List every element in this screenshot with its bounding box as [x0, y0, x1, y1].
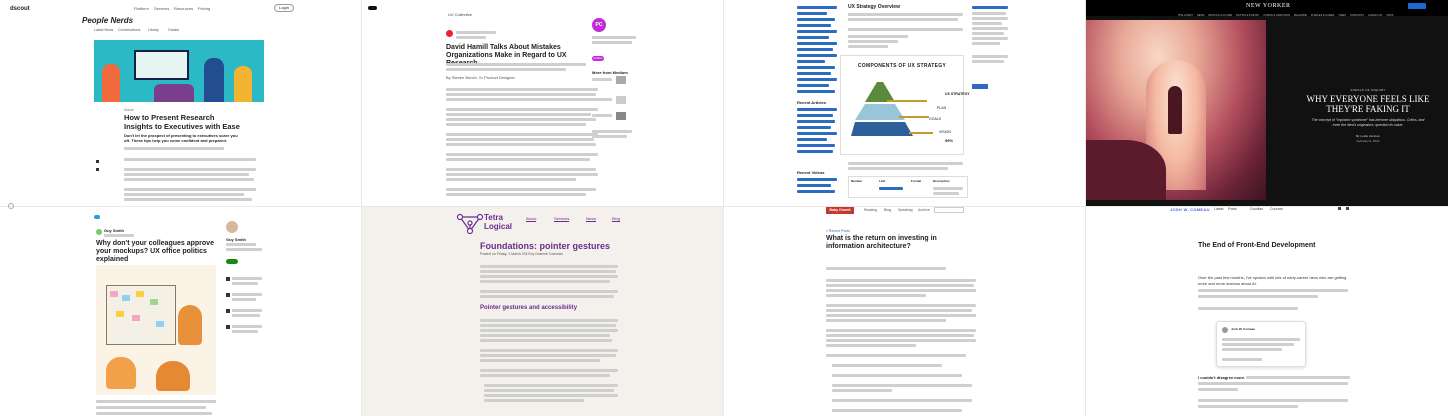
hero-painting — [1086, 20, 1266, 200]
person-shape — [154, 84, 194, 102]
tile-josh-comeau — [1086, 207, 1448, 416]
table-link[interactable] — [879, 187, 903, 190]
login-button[interactable]: Login — [274, 4, 294, 12]
percent-label: 99% — [945, 138, 954, 143]
sticky-note — [136, 291, 144, 297]
section-heading: Recent Articles — [797, 100, 826, 105]
article-title: Why don't your colleagues approve your mockups? UX office politics explained — [96, 240, 214, 263]
dek: The concept of "impostor syndrome" has become ubiquitous. Critics, and even the idea's originators, question its value. — [1311, 118, 1425, 127]
cta-button[interactable] — [972, 84, 988, 89]
pyramid-level-2 — [855, 104, 905, 120]
nav-blog[interactable]: Blog — [612, 216, 621, 221]
sidebar-link[interactable] — [797, 54, 837, 57]
section-nav-item[interactable]: PODCASTS — [1350, 14, 1364, 17]
pyramid-label: VISION — [939, 130, 951, 134]
tile-tetralogical — [362, 207, 723, 416]
sticky-note — [116, 311, 124, 317]
sticky-note — [122, 295, 130, 301]
cats-illustration — [96, 265, 216, 395]
sidebar-link[interactable] — [797, 120, 835, 123]
search-input[interactable] — [934, 207, 964, 213]
tile-new-yorker — [1086, 0, 1448, 206]
diagram-title: COMPONENTS OF UX STRATEGY — [857, 63, 947, 69]
sticky-note — [156, 321, 164, 327]
thumbnail[interactable] — [616, 96, 626, 104]
table-header: Link — [879, 179, 886, 183]
sidebar-link[interactable] — [797, 150, 833, 153]
sidebar-link[interactable] — [797, 108, 837, 111]
site-logo[interactable]: JOSH W. COMEAU — [1170, 207, 1210, 212]
lead-paragraph: Over the past few months, I've spoken with lots of early-career devs who are getting more and more anxious about AI. — [1198, 275, 1347, 286]
dscout-logo[interactable]: dscout — [10, 6, 30, 12]
strategy-diagram — [840, 55, 970, 155]
tile-dscout — [0, 0, 361, 206]
sidebar-link[interactable] — [797, 184, 831, 187]
resource-table — [848, 176, 968, 198]
section-nav-item[interactable]: GOINGS ON — [1367, 14, 1383, 17]
sidebar-link[interactable] — [797, 114, 833, 117]
sidebar-link[interactable] — [797, 190, 835, 193]
share-icon[interactable] — [96, 168, 99, 171]
thumb-icon — [226, 293, 230, 297]
section-nav-item[interactable]: VIDEO — [1338, 14, 1347, 17]
sticky-note — [110, 291, 118, 297]
nav-news[interactable]: News — [586, 216, 597, 221]
nav-services[interactable]: Services — [554, 216, 570, 221]
pyramid-pointer — [899, 116, 929, 118]
thumbnail[interactable] — [616, 76, 626, 84]
avatar — [446, 30, 453, 37]
sidebar-link[interactable] — [797, 42, 837, 45]
sidebar-link[interactable] — [797, 72, 831, 75]
section-heading: Recent Videos — [797, 170, 825, 175]
section-heading: Pointer gestures and accessibility — [480, 305, 578, 311]
strategy-label: UX STRATEGY — [945, 92, 970, 96]
cat-shape — [106, 357, 136, 389]
section-nav-item[interactable]: HUMOR & CARTOONS — [1263, 14, 1290, 17]
sticky-note — [150, 299, 158, 305]
pyramid-chart — [851, 72, 955, 152]
sidebar-link[interactable] — [797, 138, 827, 141]
brand-name[interactable]: Logical — [484, 222, 513, 231]
back-link[interactable]: « Recent Posts — [826, 229, 850, 233]
brand-name[interactable]: Tetra — [484, 213, 503, 222]
nav-item[interactable]: Speaking — [898, 208, 913, 212]
article-title: Foundations: pointer gestures — [480, 241, 611, 251]
author-name[interactable]: Guy Smith — [104, 228, 125, 233]
tile-medium — [362, 0, 723, 206]
section-nav-item[interactable]: THE LATEST — [1178, 14, 1193, 17]
pyramid-pointer — [887, 100, 927, 102]
tile-ux-strategy — [724, 0, 1085, 206]
article-title: The End of Front-End Development — [1198, 242, 1316, 249]
tetra-logo-icon[interactable] — [456, 213, 484, 235]
category-label: Article — [124, 108, 134, 112]
brand-logo: People Nerds — [82, 16, 134, 25]
tile-medium-2 — [0, 207, 361, 416]
follow-button[interactable]: Follow — [593, 56, 603, 60]
rss-icon[interactable] — [1346, 207, 1349, 210]
table-header: Description — [933, 179, 950, 183]
person-shape — [102, 64, 120, 102]
figure-shape — [1168, 86, 1182, 134]
subnav[interactable]: Guides — [168, 28, 180, 32]
article-title: How to Present Research Insights to Executives with Ease — [124, 113, 240, 131]
sidebar-link[interactable] — [797, 66, 835, 69]
sidebar-link[interactable] — [797, 144, 835, 147]
sidebar-link[interactable] — [797, 24, 831, 27]
cat-shape — [178, 305, 202, 345]
top-nav-item[interactable]: Pricing — [198, 6, 211, 11]
avatar — [96, 229, 102, 235]
new-yorker-logo[interactable]: NEW YORKER — [1246, 3, 1291, 9]
article-title: What is the return on investing in information architecture? — [826, 235, 937, 250]
nav-item[interactable]: Latest — [1214, 207, 1224, 211]
pyramid-label: PLAN — [937, 106, 947, 110]
sidebar-link[interactable] — [797, 178, 837, 181]
subscribe-button[interactable] — [1408, 3, 1426, 9]
section-nav-item[interactable]: PUZZLES & GAMES — [1310, 14, 1335, 17]
headline: WHY EVERYONE FEELS LIKE THEY'RE FAKING IT — [1306, 94, 1430, 114]
tile-baby-gromit — [724, 207, 1085, 416]
more-from-heading: More from Medium — [592, 70, 628, 75]
loading-icon — [8, 203, 14, 209]
share-icon[interactable] — [96, 160, 99, 163]
section-nav-item[interactable]: NEWS — [1196, 14, 1205, 17]
subnav[interactable]: Conversations — [118, 28, 141, 32]
top-nav-item[interactable]: Resources — [174, 6, 194, 11]
article-title: David Hamill Talks About Mistakes Organizations Make in Regard to UX — [446, 44, 567, 59]
nav-item[interactable]: Reading — [864, 208, 878, 212]
tweet-author: Josh W. Comeau — [1231, 327, 1256, 331]
conclusion: I couldn't disagree more. — [1198, 375, 1246, 380]
person-shape — [234, 66, 252, 102]
section-nav-item[interactable]: BOOKS & CULTURE — [1208, 14, 1233, 17]
sidebar-link[interactable] — [797, 30, 837, 33]
top-nav-item[interactable]: Services — [154, 6, 170, 11]
page-title: UX Strategy Overview — [848, 4, 900, 10]
sidebar-link[interactable] — [797, 84, 829, 87]
person-shape — [204, 58, 224, 102]
side-link[interactable] — [972, 6, 1008, 9]
nav-item[interactable]: Posts — [1228, 207, 1237, 211]
follow-button[interactable] — [226, 259, 238, 264]
app-logo[interactable] — [94, 215, 100, 219]
byline: By Steven Bench, Sr Product Designer — [446, 75, 515, 80]
tweet-avatar — [1222, 327, 1228, 333]
sidebar-link[interactable] — [797, 132, 837, 135]
article-meta: Posted on Friday, 1 March 2019 by Graeme Coleman — [480, 252, 563, 256]
hero-illustration — [94, 40, 264, 102]
cat-shape — [156, 361, 190, 391]
shadow-shape — [1086, 140, 1166, 200]
section-nav-item[interactable]: MAGAZINE — [1293, 14, 1307, 17]
sidebar-link[interactable] — [797, 18, 835, 21]
side-avatar[interactable] — [226, 221, 238, 233]
sticky-note — [132, 315, 140, 321]
thumb-icon — [226, 309, 230, 313]
top-nav-item[interactable]: Platform — [134, 6, 149, 11]
thumbnail[interactable] — [616, 112, 626, 120]
medium-logo[interactable] — [368, 6, 377, 10]
side-author-name[interactable]: Guy Smith — [226, 237, 247, 242]
theme-icon[interactable] — [1338, 207, 1341, 210]
thumb-icon — [226, 325, 230, 329]
section-nav-item[interactable]: SHOP — [1386, 14, 1394, 17]
date: February 6, 2023 — [1356, 139, 1380, 143]
sidebar-link[interactable] — [797, 90, 835, 93]
nav-item[interactable]: Archive — [918, 208, 930, 212]
kicker: ANNALS OF INQUIRY — [1350, 88, 1386, 92]
screen-shape — [134, 50, 189, 80]
thumb-icon — [226, 277, 230, 281]
sidebar-link[interactable] — [797, 78, 837, 81]
nav-item[interactable]: Courses — [1270, 207, 1284, 211]
site-logo[interactable]: Baby Gromit — [826, 207, 854, 214]
author[interactable]: By Leslie Jamison — [1355, 134, 1381, 138]
sidebar-link[interactable] — [797, 60, 825, 63]
table-header: Format — [911, 179, 922, 183]
sidebar-link[interactable] — [797, 36, 829, 39]
pyramid-level-3 — [851, 122, 913, 136]
article-subtitle: Don't let the prospect of presenting to executives scare you off. These tips help you come confident and prepared. — [124, 133, 238, 143]
section-nav — [1178, 14, 1394, 18]
publication-name[interactable]: UX Collective — [448, 12, 473, 17]
sidebar-link[interactable] — [797, 126, 831, 129]
section-nav-item[interactable]: FICTION & POETRY — [1236, 14, 1260, 17]
nav-item[interactable]: Goodies — [1250, 207, 1264, 211]
subnav[interactable]: Latest News — [94, 28, 114, 32]
table-header: Number — [851, 179, 863, 183]
pyramid-pointer — [909, 132, 933, 134]
author-avatar[interactable]: PC — [592, 18, 606, 32]
sidebar-link[interactable] — [797, 12, 827, 15]
sidebar-link[interactable] — [797, 48, 833, 51]
subnav[interactable]: Library — [148, 28, 159, 32]
nav-item[interactable]: Blog — [884, 208, 892, 212]
nav-about[interactable]: About — [526, 216, 537, 221]
pyramid-level-1 — [865, 82, 895, 102]
tweet-embed[interactable] — [1216, 321, 1306, 367]
pyramid-label: GOALS — [929, 117, 942, 121]
sidebar-link[interactable] — [797, 6, 837, 9]
